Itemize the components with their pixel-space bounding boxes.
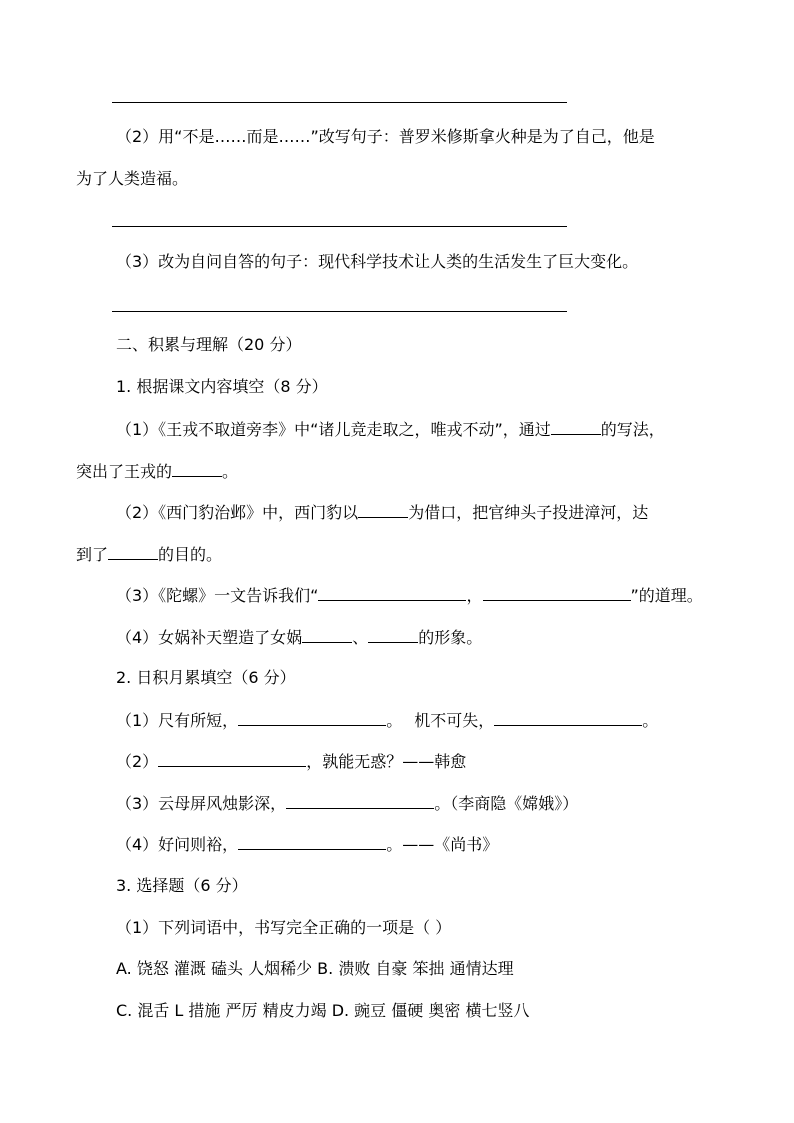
fill-blank[interactable] — [158, 749, 306, 767]
question-rhetorical: （3）改为自问自答的句子：现代科学技术让人类的生活发生了巨大变化。 — [116, 252, 639, 271]
fill-blank[interactable] — [368, 625, 418, 643]
answer-line — [112, 311, 567, 312]
question-1-title: 1. 根据课文内容填空（8 分） — [116, 377, 328, 396]
answer-line — [112, 226, 567, 227]
question-rewrite-not-but: （2）用“不是……而是……”改写句子：普罗米修斯拿火种是为了自己，他是 — [116, 127, 655, 146]
question-2-title: 2. 日积月累填空（6 分） — [116, 668, 296, 687]
fill-blank[interactable] — [302, 625, 352, 643]
question-1-item-2: （2）《西门豹治邺》中，西门豹以 为借口，把官绅头子投进漳河，达 — [116, 500, 648, 524]
question-1-item-4: （4）女娲补天塑造了女娲 、 的形象。 — [116, 625, 482, 649]
section-title: 二、积累与理解（20 分） — [116, 335, 302, 354]
fill-blank[interactable] — [238, 832, 386, 850]
question-2-item-4: （4）好问则裕， 。——《尚书》 — [116, 832, 498, 856]
question-2-item-3: （3）云母屏风烛影深， 。（李商隐《嫦娥》） — [116, 791, 578, 815]
fill-blank[interactable] — [483, 583, 631, 601]
question-1-item-1: （1）《王戎不取道旁李》中“诸儿竞走取之，唯戎不动”，通过 的写法， — [116, 417, 665, 441]
choice-options-c-d: C. 混舌 L 措施 严厉 精皮力竭 D. 豌豆 僵硬 奥密 横七竖八 — [116, 1001, 530, 1020]
fill-blank[interactable] — [551, 417, 601, 435]
fill-blank[interactable] — [494, 708, 642, 726]
question-rewrite-not-but-cont: 为了人类造福。 — [76, 169, 189, 188]
fill-blank[interactable] — [108, 542, 158, 560]
question-3-item-1: （1）下列词语中，书写完全正确的一项是（ ） — [116, 918, 452, 937]
question-1-item-2-cont: 到了 的目的。 — [76, 542, 222, 566]
answer-line — [112, 102, 567, 103]
fill-blank[interactable] — [172, 459, 222, 477]
question-2-item-2: （2） ，孰能无惑？——韩愈 — [116, 749, 466, 773]
choice-options-a-b: A. 饶怒 灌溉 磕头 人烟稀少 B. 溃败 自豪 笨拙 通情达理 — [116, 959, 514, 978]
question-1-item-1-cont: 突出了王戎的 。 — [76, 459, 238, 483]
fill-blank[interactable] — [238, 708, 386, 726]
question-1-item-3: （3）《陀螺》一文告诉我们“ ， ”的道理。 — [116, 583, 703, 607]
question-2-item-1: （1）尺有所短， 。 机不可失， 。 — [116, 708, 658, 732]
fill-blank[interactable] — [318, 583, 466, 601]
question-3-title: 3. 选择题（6 分） — [116, 876, 248, 895]
fill-blank[interactable] — [358, 500, 408, 518]
fill-blank[interactable] — [286, 791, 434, 809]
